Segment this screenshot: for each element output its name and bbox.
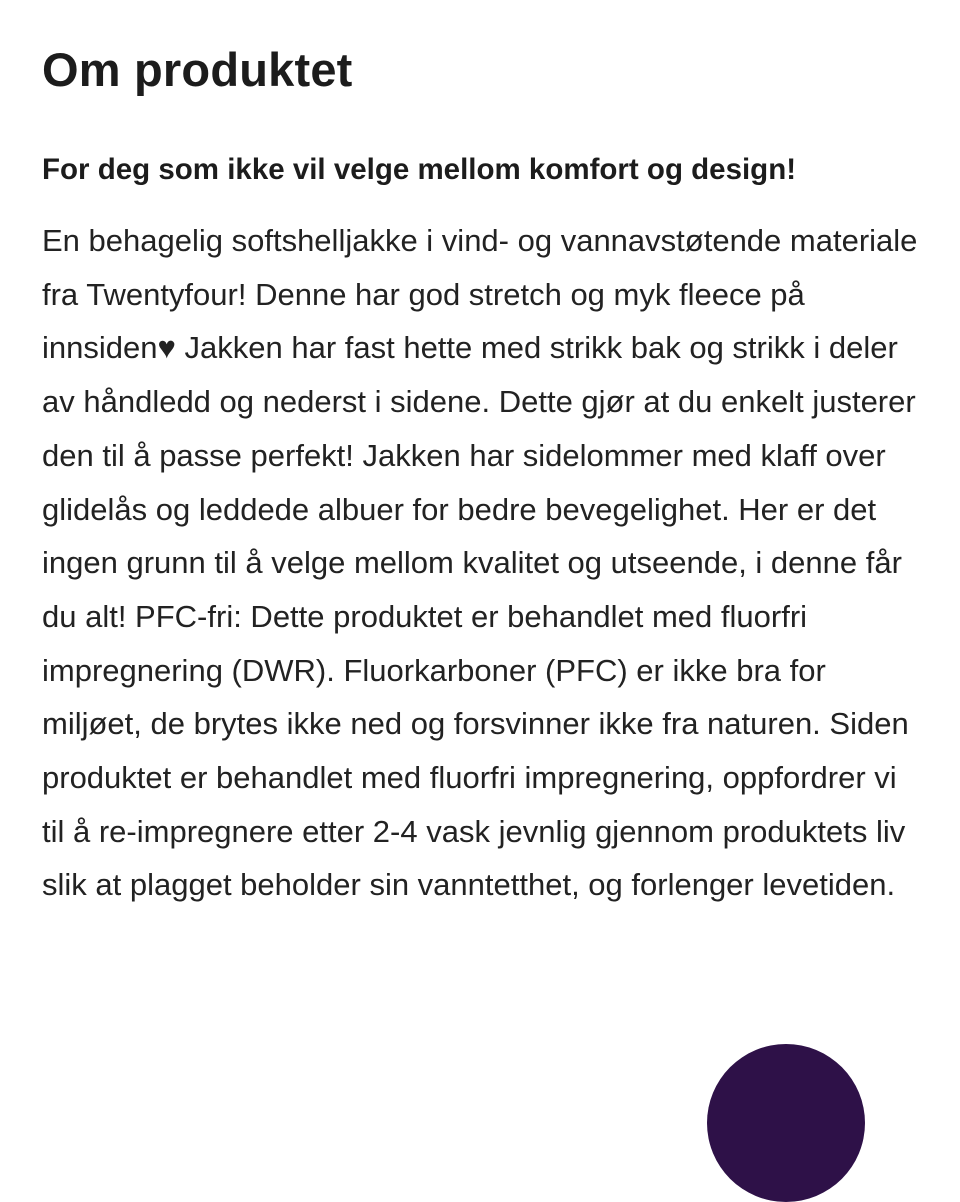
product-description: En behagelig softshelljakke i vind- og vannavstøtende materiale fra Twentyfour! Denne har god stretch og myk fleece på innsiden♥ Jakken har fast hette med strikk bak og strikk i deler av håndledd og nederst i sidene. Dette gjør at du enkelt justerer den til å passe perfekt! Jakken har sidelommer med klaff over glidelås og leddede albuer for bedre bevegelighet. Her er det ingen grunn til å velge mellom kvalitet og utseende, i denne får du alt! PFC-fri: Dette produktet er behandlet med fluorfri impregnering (DWR). Fluorkarboner (PFC) er ikke bra for miljøet, de brytes ikke ned og forsvinner ikke fra naturen. Siden produktet er behandlet med fluorfri impregnering, oppfordrer vi til å re-impregnere etter 2-4 vask jevnlig gjennom produktets liv slik at plagget beholder sin vanntetthet, og forlenger levetiden. <box>42 223 918 903</box>
product-tagline: For deg som ikke vil velge mellom komfort og design! <box>42 153 797 186</box>
page-title: Om produktet <box>42 43 353 96</box>
product-info-section <box>42 38 927 912</box>
floating-action-button[interactable] <box>707 1044 865 1202</box>
